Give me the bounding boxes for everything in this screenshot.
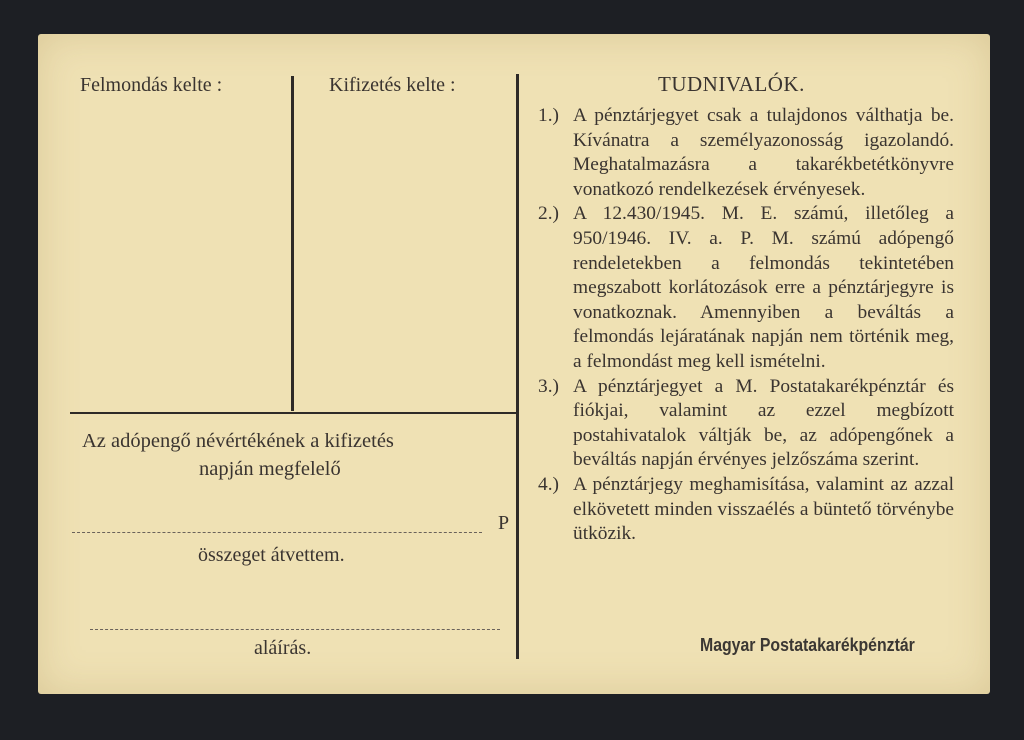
notice-text: A 12.430/1945. M. E. számú, illetőleg a 950/1946. IV. a. P. M. számú adópengő rendeletekben a felmondás tekintetében megszabott korlátozások erre a pénztárjegyre is vonatkoznak. Amennyiben a beváltás a felmondás lejáratának napján nem történik meg, a felmondást meg kell ismételni. [573, 203, 954, 372]
cash-note-back [38, 34, 990, 694]
receipt-text-line1: Az adópengő névértékének a kifizetés [82, 430, 394, 452]
notice-item [538, 375, 954, 473]
receipt-text-line2: napján megfelelő [199, 458, 341, 480]
signature-dotted-line [90, 629, 500, 630]
notice-number: 1.) [538, 105, 560, 126]
notice-item [538, 104, 954, 202]
notice-item [538, 202, 954, 374]
receipt-text [82, 427, 512, 483]
amount-dotted-line [72, 532, 482, 533]
amount-received-label: összeget átvettem. [198, 544, 345, 566]
notice-text: A pénztárjegyet a M. Postatakarékpénztár és fiókjai, valamint az ezzel megbízott postahivatalok váltják be, az adópengőnek a beváltás napján érvényes jelzőszáma szerint. [573, 375, 954, 471]
notice-text: A pénztárjegyet csak a tulajdonos válthatja be. Kívánatra a személyazonosság igazolandó. Meghatalmazásra a takarékbetétkönyvre vonatkozó rendelkezések érvényesek. [573, 105, 954, 200]
signature-label: aláírás. [254, 637, 312, 659]
termination-date-label: Felmondás kelte : [80, 74, 223, 96]
notices-title: TUDNIVALÓK. [658, 72, 805, 96]
issuer-name: Magyar Postatakarékpénztár [700, 635, 915, 655]
payment-date-label: Kifizetés kelte : [329, 74, 456, 96]
date-column-divider [291, 76, 294, 411]
p-mark: P [498, 512, 510, 534]
notice-number: 3.) [538, 375, 560, 397]
receipt-section-divider [70, 412, 516, 414]
notices-list [538, 104, 954, 547]
main-column-divider [516, 74, 519, 659]
notice-number: 2.) [538, 203, 560, 225]
notice-text: A pénztárjegy meghamisítása, valamint az azzal elkövetett minden visszaélés a büntető törvénybe ütközik. [573, 473, 954, 545]
notice-item [538, 473, 954, 547]
notice-number: 4.) [538, 473, 560, 495]
